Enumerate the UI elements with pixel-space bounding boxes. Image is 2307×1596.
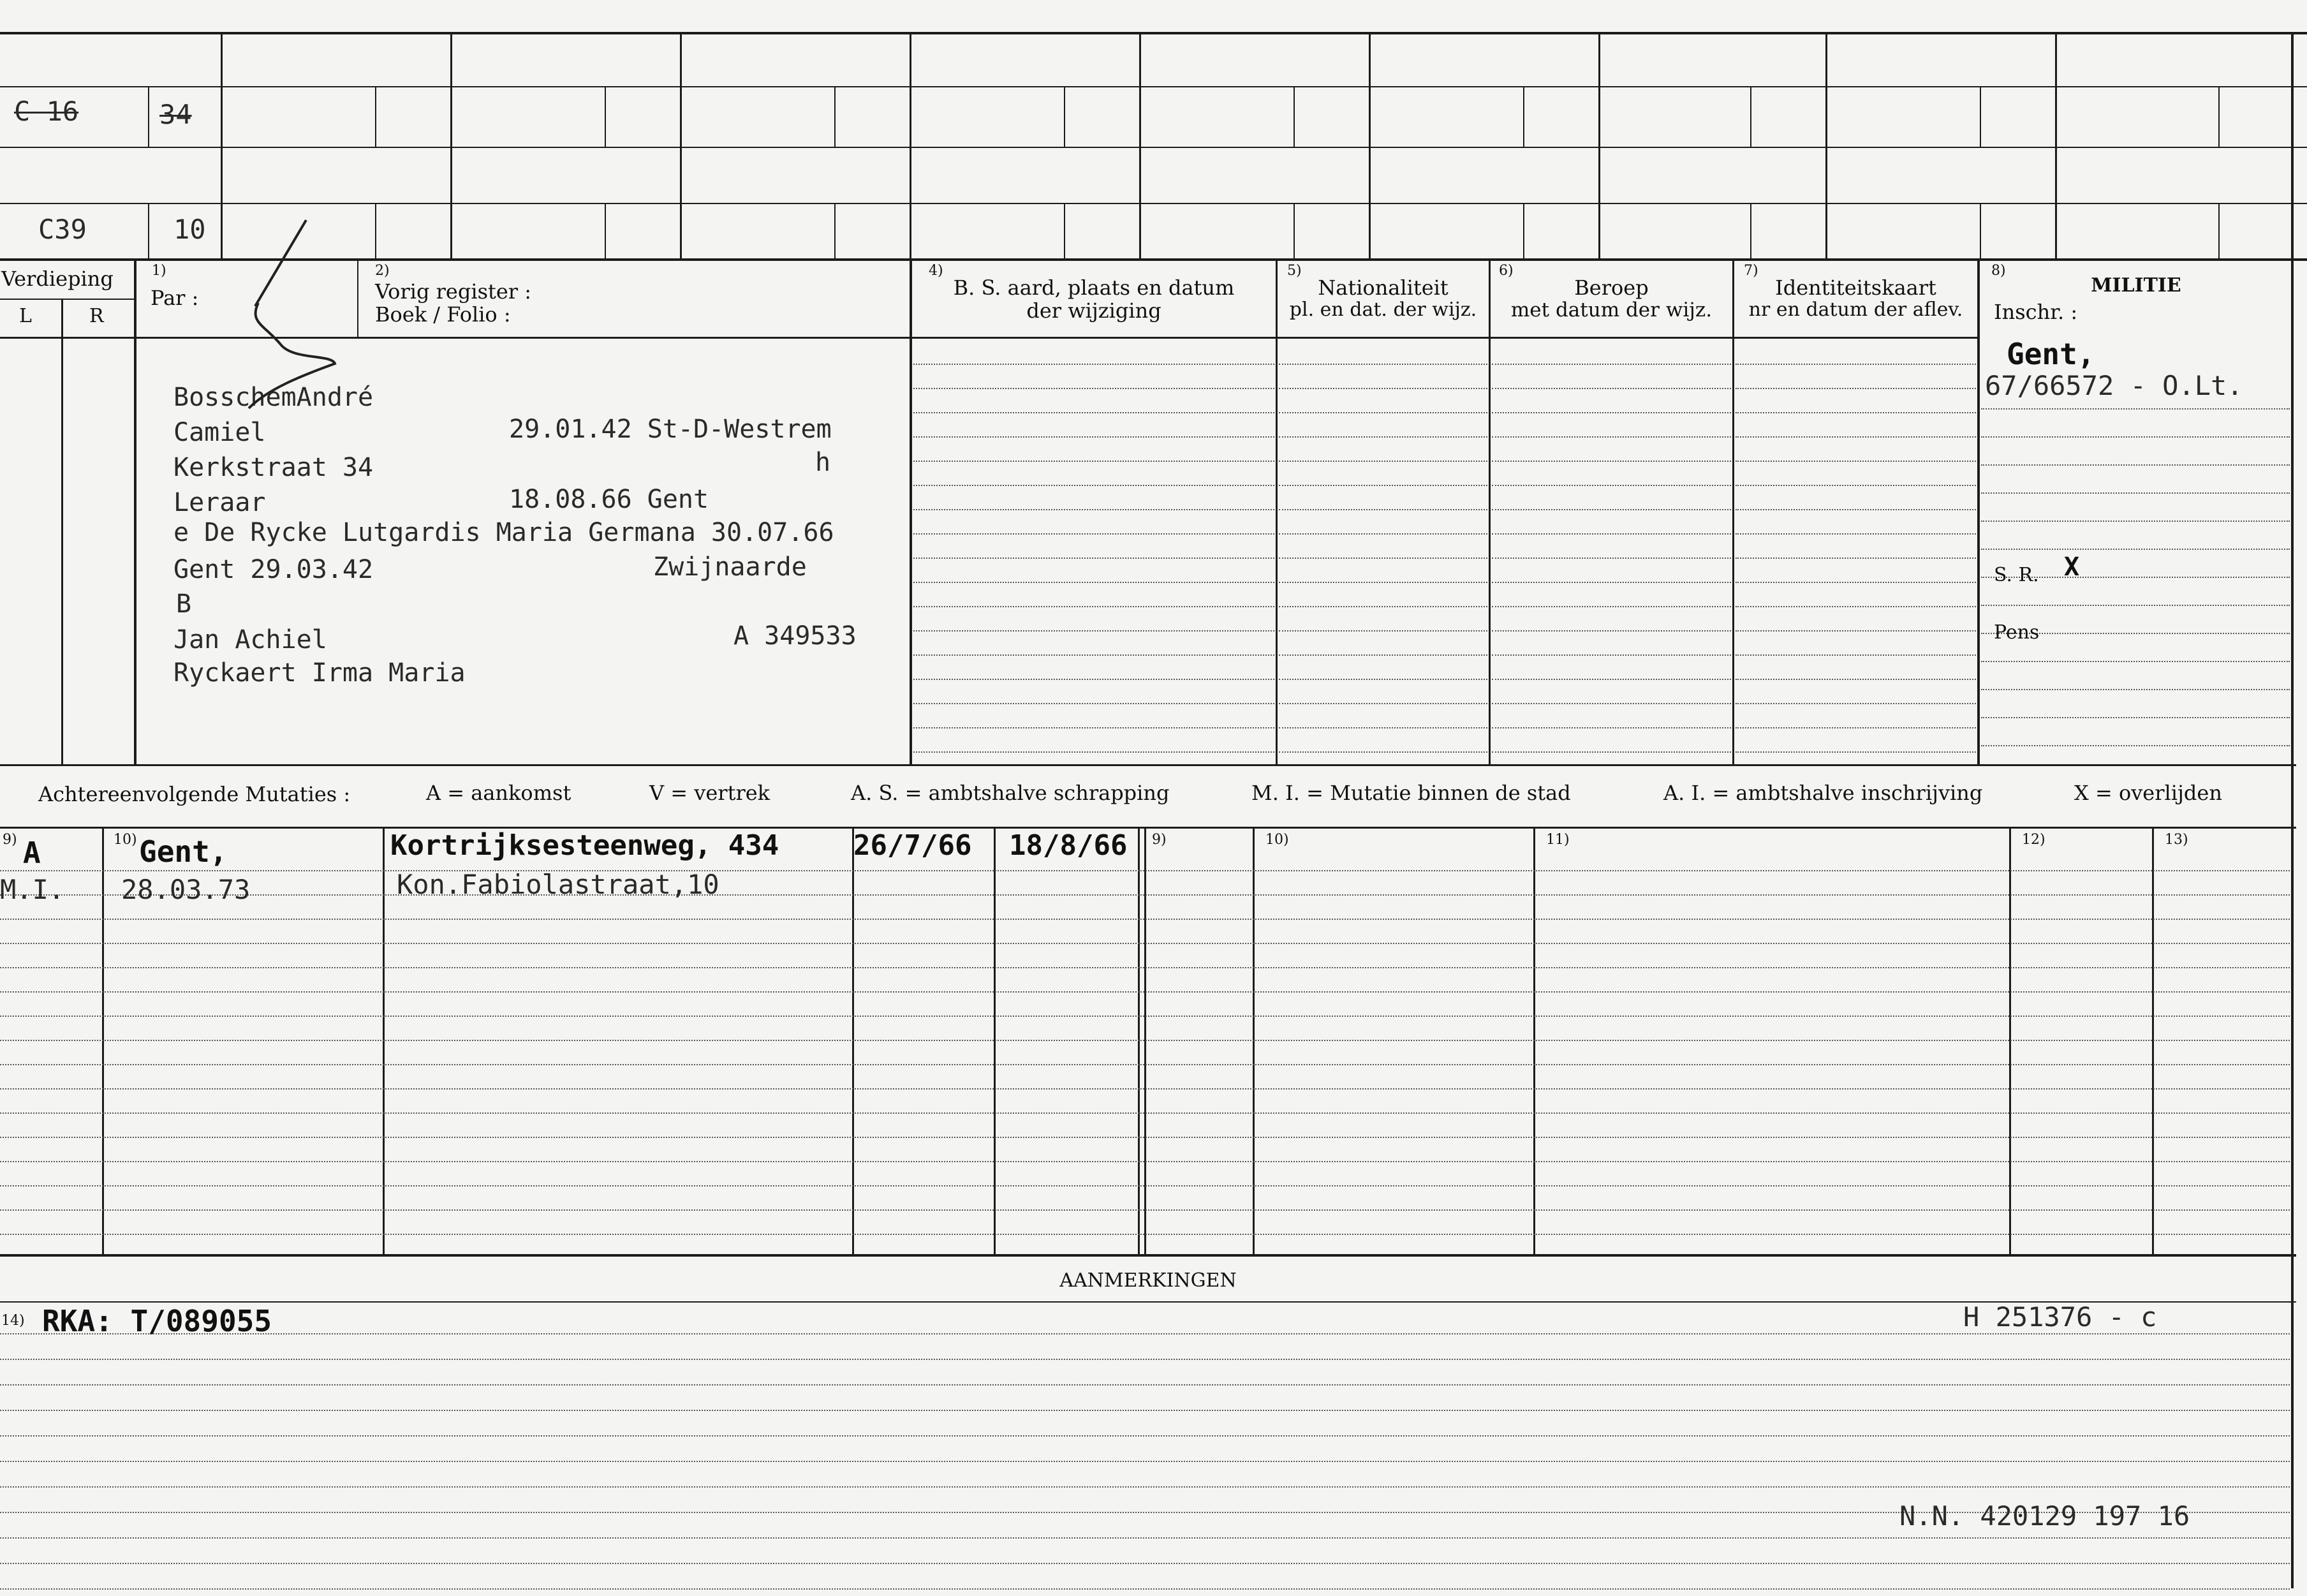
ruled-line [1279,679,1487,680]
ruled-line [1736,703,1976,704]
person-surname: BosschemAndré [173,383,374,412]
ruled-line [0,1016,2290,1017]
grid-line [680,32,682,260]
pens-label: Pens [1994,621,2040,644]
person-nationality: B [176,589,192,619]
grid-line [1138,827,1140,1255]
ruled-line [1981,717,2290,718]
grid-line [1523,86,1524,147]
ruled-line [0,1040,2290,1041]
nat-number: 5) [1287,263,1302,279]
col-number-13: 13) [2165,832,2188,848]
legend-schrapping: A. S. = ambtshalve schrapping [851,781,1170,805]
grid-line [1980,86,1981,147]
ruled-line [0,1461,2290,1462]
ruled-line [0,943,2290,944]
grid-line [852,827,854,1255]
militie-place: Gent, [2007,337,2095,371]
nat-line2: pl. en dat. der wijz. [1289,299,1477,321]
ruled-line [0,1234,2290,1235]
ruled-line [1736,606,1976,607]
ruled-line [1736,582,1976,583]
remarks-rka: RKA: T/089055 [42,1304,272,1338]
ruled-line [0,1384,2290,1385]
ruled-line [1279,388,1487,389]
ruled-line [913,654,1274,656]
militie-number: 8) [1991,263,2006,279]
grid-line [1369,32,1371,260]
vorig-number: 2) [375,263,390,279]
ruled-line [1492,630,1731,632]
par-number: 1) [152,263,166,279]
grid-line [1139,32,1141,260]
person-father: Jan Achiel [173,625,327,654]
ruled-line [1279,558,1487,559]
person-spouse: e De Rycke Lutgardis Maria Germana 30.07.66 [173,518,834,547]
sr-label: S. R. [1994,564,2039,586]
old-reference-code: C 16 [14,96,79,127]
grid-line [994,827,996,1255]
ruled-line [0,1435,2290,1437]
ruled-line [913,461,1274,462]
ruled-line [1279,630,1487,632]
ruled-line [0,1137,2290,1138]
ruled-line [0,870,2290,871]
ruled-line [0,1185,2290,1186]
ruled-line [0,919,2290,920]
ruled-line [1279,485,1487,486]
ruled-line [0,967,2290,968]
person-profession: Leraar [173,488,266,517]
id-line2: nr en datum der aflev. [1748,299,1963,321]
grid-line [450,32,452,260]
ruled-line [913,533,1274,535]
mutation-date1-1: 26/7/66 [853,829,972,862]
beroep-line1: Beroep [1574,276,1649,300]
ruled-line [913,606,1274,607]
left-label: L [19,305,32,327]
remarks-title: AANMERKINGEN [1059,1269,1237,1292]
grid-line [0,86,2307,87]
grid-line [834,86,836,147]
legend-aankomst: A = aankomst [426,781,571,805]
person-spouse-place: Zwijnaarde [653,552,807,582]
ruled-line [913,388,1274,389]
ruled-line [913,751,1274,753]
grid-line [148,203,149,259]
grid-line [1064,203,1065,259]
mutation-date-2: 28.03.73 [121,874,251,905]
ruled-line [1279,703,1487,704]
grid-line [0,1301,2296,1303]
ruled-line [1981,605,2290,606]
grid-line [1750,86,1751,147]
ruled-line [0,1359,2290,1360]
bs-number: 4) [929,263,943,279]
ruled-line [1279,436,1487,438]
ruled-line [1492,654,1731,656]
ruled-line [1736,485,1976,486]
legend-mutatie: M. I. = Mutatie binnen de stad [1251,781,1571,805]
ruled-line [1736,654,1976,656]
ruled-line [1279,582,1487,583]
grid-line [2009,827,2011,1255]
col-number-11: 11) [1546,832,1570,848]
ruled-line [913,630,1274,632]
person-mother: Ryckaert Irma Maria [173,658,466,688]
ruled-line [1492,509,1731,510]
bs-line2: der wijziging [1026,299,1161,323]
col-number-12: 12) [2022,832,2045,848]
ruled-line [913,485,1274,486]
grid-line [375,86,376,147]
mutation-street-1: Kortrijksesteenweg, 434 [390,829,779,862]
ruled-line [1492,558,1731,559]
col-number-9b: 9) [1152,832,1167,848]
ruled-line [1279,751,1487,753]
grid-line [2218,86,2220,147]
ruled-line [1279,606,1487,607]
grid-line [2291,32,2294,1588]
ruled-line [1981,464,2290,466]
ruled-line [1736,509,1976,510]
grid-line [1253,827,1255,1255]
ruled-line [0,1209,2290,1211]
person-given-name: Camiel [173,418,266,447]
remarks-number: 14) [1,1313,25,1329]
mutation-date2-1: 18/8/66 [1009,829,1128,862]
reference-number: 10 [173,214,206,245]
person-birth: 29.01.42 St-D-Westrem [509,415,832,444]
ruled-line [1492,461,1731,462]
ruled-line [913,436,1274,438]
ruled-line [1492,436,1731,438]
grid-line [834,203,836,259]
grid-line [375,203,376,259]
boek-folio-label: Boek / Folio : [375,302,511,327]
person-arrival: 18.08.66 Gent [509,485,709,514]
grid-line [1523,203,1524,259]
sr-mark: X [2064,552,2080,582]
legend-overlijden: X = overlijden [2074,781,2222,805]
ruled-line [0,1161,2290,1162]
beroep-line2: met datum der wijz. [1510,299,1713,321]
grid-line [605,86,606,147]
id-number: 7) [1744,263,1758,279]
ruled-line [913,412,1274,413]
grid-line [1064,86,1065,147]
old-reference-number: 34 [159,99,192,130]
grid-line [134,260,136,764]
grid-line [0,1254,2296,1257]
ruled-line [0,1410,2290,1411]
ruled-line [1279,727,1487,728]
ruled-line [1279,654,1487,656]
grid-line [1977,260,1980,764]
mutation-type-2: M.I. [0,874,65,905]
ruled-line [1492,582,1731,583]
ruled-line [1492,679,1731,680]
inschr-label: Inschr. : [1994,300,2078,324]
ruled-line [1981,549,2290,550]
grid-line [2152,827,2154,1255]
ruled-line [1736,388,1976,389]
person-address: Kerkstraat 34 [173,453,374,482]
col-number-10b: 10) [1265,832,1289,848]
ruled-line [913,582,1274,583]
ruled-line [0,1486,2290,1488]
grid-line [383,827,385,1255]
ruled-line [1736,364,1976,365]
ruled-line [1736,751,1976,753]
grid-line [0,827,2296,829]
ruled-line [0,1064,2290,1065]
grid-line [910,260,912,764]
grid-line [1533,827,1535,1255]
grid-line [1276,260,1278,764]
bs-line1: B. S. aard, plaats en datum [953,276,1235,300]
ruled-line [913,679,1274,680]
ruled-line [1279,461,1487,462]
grid-line [102,827,104,1255]
grid-line [2055,32,2057,260]
ruled-line [1279,412,1487,413]
ruled-line [1736,461,1976,462]
grid-line [0,147,2307,148]
ruled-line [1736,533,1976,535]
grid-line [1732,260,1734,764]
grid-line [1294,203,1295,259]
ruled-line [1981,745,2290,746]
id-line1: Identiteitskaart [1775,276,1936,300]
mutation-city-1: Gent, [139,834,228,869]
mutation-type-1: A [23,836,41,870]
person-birth-mark: h [815,448,831,477]
ruled-line [0,894,2290,896]
ruled-line [0,1588,2290,1590]
ruled-line [1981,661,2290,662]
top-border [0,32,2307,34]
ruled-line [1736,630,1976,632]
grid-line [148,86,149,147]
legend-title: Achtereenvolgende Mutaties : [38,782,351,806]
legend-inschrijving: A. I. = ambtshalve inschrijving [1663,781,1983,805]
ruled-line [1736,727,1976,728]
ruled-line [913,727,1274,728]
person-id-card: A 349533 [733,621,857,651]
ruled-line [1981,521,2290,522]
remarks-h-number: H 251376 - c [1963,1301,2157,1333]
grid-line [910,32,911,260]
ruled-line [0,1537,2290,1539]
ruled-line [1492,727,1731,728]
beroep-number: 6) [1499,263,1514,279]
ruled-line [1492,485,1731,486]
legend-vertrek: V = vertrek [649,781,770,805]
ruled-line [1736,436,1976,438]
ruled-line [1492,703,1731,704]
verdieping-label: Verdieping [1,267,114,291]
grid-line [1294,86,1295,147]
person-spouse-birth: Gent 29.03.42 [173,555,374,584]
ruled-line [1492,388,1731,389]
grid-line [0,299,134,300]
ruled-line [1279,533,1487,535]
ruled-line [1492,412,1731,413]
reference-code: C39 [38,214,87,245]
grid-line [1825,32,1827,260]
ruled-line [1981,492,2290,494]
ruled-line [1981,436,2290,438]
ruled-line [0,1088,2290,1090]
ruled-line [913,509,1274,510]
grid-line [1489,260,1491,764]
nat-line1: Nationaliteit [1318,276,1448,300]
ruled-line [913,558,1274,559]
remarks-nn: N.N. 420129 197 16 [1899,1500,2190,1532]
mutation-street-2: Kon.Fabiolastraat,10 [397,869,719,900]
ruled-line [913,703,1274,704]
right-label: R [89,305,104,327]
grid-line [1144,827,1146,1255]
grid-line [0,764,2296,766]
grid-line [1598,32,1600,260]
ruled-line [1981,689,2290,690]
grid-line [61,299,63,764]
ruled-line [1492,533,1731,535]
handwritten-stroke [210,211,364,415]
ruled-line [1279,509,1487,510]
col-number-10: 10) [114,832,137,848]
ruled-line [0,1333,2290,1334]
ruled-line [0,991,2290,993]
par-label: Par : [151,286,199,310]
ruled-line [0,1563,2290,1564]
vorig-register-label: Vorig register : [375,279,532,304]
grid-line [605,203,606,259]
ruled-line [1736,412,1976,413]
col-number-9: 9) [3,832,17,848]
ruled-line [1736,558,1976,559]
ruled-line [0,1112,2290,1114]
grid-line [2218,203,2220,259]
ruled-line [1981,408,2290,410]
ruled-line [1492,606,1731,607]
ruled-line [1492,751,1731,753]
ruled-line [1492,364,1731,365]
ruled-line [1736,679,1976,680]
grid-line [0,203,2307,204]
ruled-line [913,364,1274,365]
grid-line [1750,203,1751,259]
grid-line [1980,203,1981,259]
militie-number: 67/66572 - O.Lt. [1985,370,2243,401]
ruled-line [1279,364,1487,365]
militie-title: MILITIE [2091,274,2181,297]
